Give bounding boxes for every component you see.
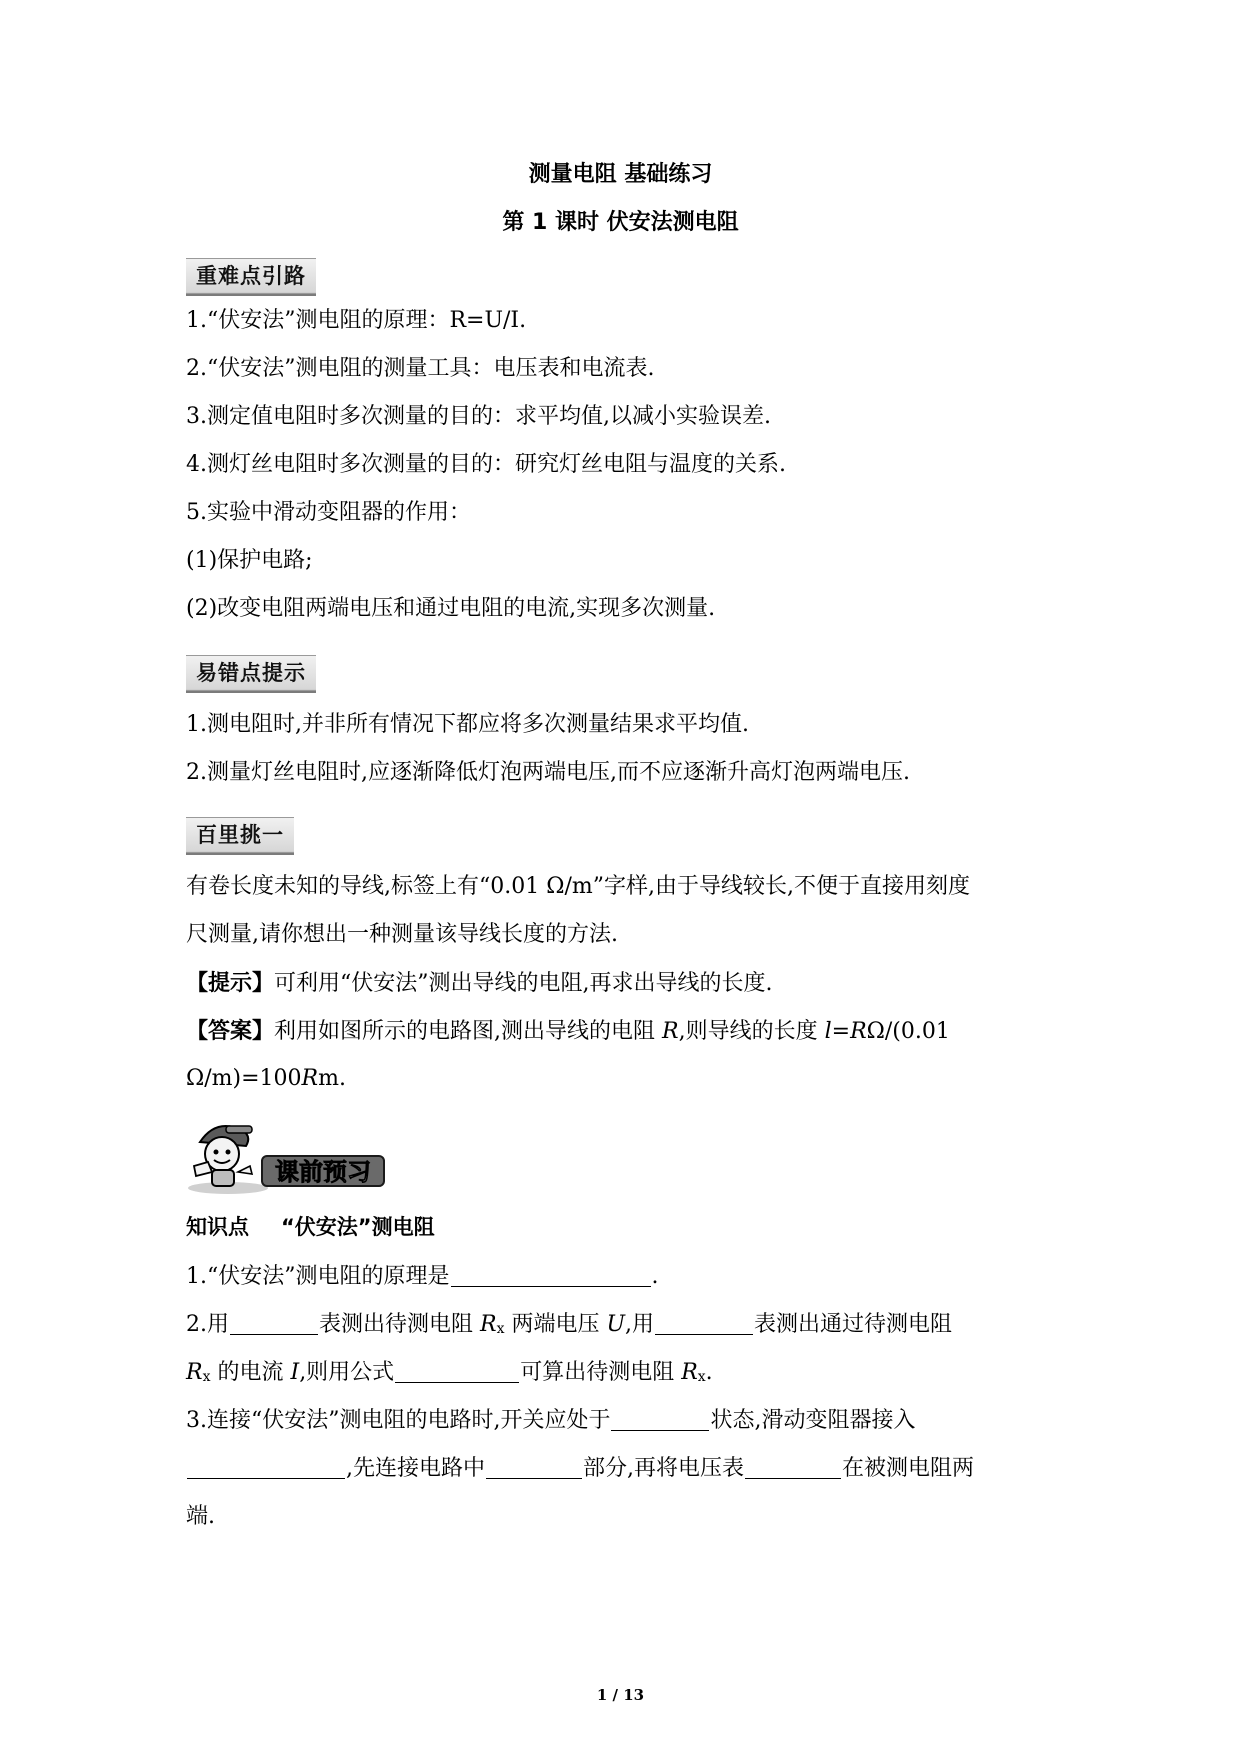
knowledge-title: “伏安法”测电阻 bbox=[281, 1215, 435, 1239]
question-text: 两端电压 bbox=[504, 1312, 607, 1337]
answer-blank[interactable] bbox=[230, 1312, 318, 1335]
mascot-icon bbox=[188, 1126, 268, 1194]
answer-blank[interactable] bbox=[655, 1312, 753, 1335]
question-text: 表测出待测电阻 bbox=[319, 1312, 480, 1337]
answer-blank[interactable] bbox=[745, 1456, 841, 1479]
var-R: R bbox=[662, 1019, 679, 1044]
question-text: 部分,再将电压表 bbox=[583, 1456, 744, 1481]
page-number: 1 / 13 bbox=[596, 1686, 645, 1704]
preview-banner bbox=[186, 1116, 386, 1198]
preview-question-3-line2 bbox=[186, 1454, 1066, 1484]
var-R: R bbox=[681, 1360, 698, 1385]
error-tip-1: 1.测电阻时,并非所有情况下都应将多次测量结果求平均值. bbox=[186, 712, 749, 737]
key-point-5-1: (1)保护电路; bbox=[186, 548, 313, 573]
question-text: . bbox=[705, 1360, 713, 1385]
question-text: 表测出通过待测电阻 bbox=[754, 1312, 953, 1337]
sub-title: 第 1 课时 伏安法测电阻 bbox=[502, 210, 739, 235]
answer-blank[interactable] bbox=[395, 1360, 519, 1383]
key-point-5: 5.实验中滑动变阻器的作用： bbox=[186, 500, 471, 525]
question-text: 3.连接“伏安法”测电阻的电路时,开关应处于 bbox=[186, 1408, 611, 1433]
var-U: U bbox=[606, 1312, 626, 1337]
question-text: 2.用 bbox=[186, 1312, 229, 1337]
question-text: 的电流 bbox=[210, 1360, 291, 1385]
key-point-2: 2.“伏安法”测电阻的测量工具：电压表和电流表. bbox=[186, 356, 655, 381]
var-R: R bbox=[186, 1360, 203, 1385]
question-text: 可算出待测电阻 bbox=[520, 1360, 682, 1385]
question-text: ,则用公式 bbox=[299, 1360, 395, 1385]
section-heading-error-tips: 易错点提示 bbox=[186, 655, 316, 691]
question-text: . bbox=[651, 1264, 659, 1289]
answer-label: 【答案】 bbox=[186, 1018, 275, 1044]
answer-text: 利用如图所示的电路图,测出导线的电阻 bbox=[274, 1019, 663, 1044]
answer-blank[interactable] bbox=[486, 1456, 582, 1479]
answer-text: Ω/m)=100 bbox=[186, 1066, 302, 1091]
answer-blank[interactable] bbox=[611, 1408, 709, 1431]
subscript-x: x bbox=[202, 1369, 211, 1385]
question-text: ,先连接电路中 bbox=[346, 1456, 485, 1481]
error-tip-2: 2.测量灯丝电阻时,应逐渐降低灯泡两端电压,而不应逐渐升高灯泡两端电压. bbox=[186, 760, 910, 785]
answer-text: ,则导线的长度 bbox=[678, 1019, 825, 1044]
subscript-x: x bbox=[496, 1321, 505, 1337]
preview-question-1 bbox=[186, 1262, 1066, 1292]
question-text: 1.“伏安法”测电阻的原理是 bbox=[186, 1264, 450, 1289]
answer-text: Ω/(0.01 bbox=[866, 1019, 950, 1044]
challenge-answer-line2 bbox=[186, 1064, 1066, 1094]
var-R: R bbox=[301, 1066, 319, 1091]
question-text: 在被测电阻两 bbox=[842, 1456, 975, 1481]
answer-text: m. bbox=[318, 1066, 346, 1091]
var-R: R bbox=[480, 1312, 497, 1337]
challenge-question-line1: 有卷长度未知的导线,标签上有“0.01 Ω/m”字样,由于导线较长,不便于直接用刻度 bbox=[186, 874, 970, 899]
answer-blank[interactable] bbox=[451, 1264, 651, 1287]
var-R: R bbox=[850, 1019, 867, 1044]
key-point-1: 1.“伏安法”测电阻的原理：R=U/I. bbox=[186, 308, 527, 333]
question-text: 状态,滑动变阻器接入 bbox=[710, 1408, 916, 1433]
knowledge-label: 知识点 bbox=[186, 1215, 249, 1239]
preview-question-3-line3: 端. bbox=[186, 1504, 215, 1529]
var-I: I bbox=[290, 1360, 300, 1385]
var-l: l bbox=[824, 1019, 832, 1044]
knowledge-point-heading bbox=[186, 1212, 1066, 1242]
key-point-3: 3.测定值电阻时多次测量的目的：求平均值,以减小实验误差. bbox=[186, 404, 771, 429]
question-text: ,用 bbox=[625, 1312, 655, 1337]
preview-question-3 bbox=[186, 1406, 1066, 1436]
subscript-x: x bbox=[697, 1369, 706, 1385]
key-point-4: 4.测灯丝电阻时多次测量的目的：研究灯丝电阻与温度的关系. bbox=[186, 452, 786, 477]
key-point-5-2: (2)改变电阻两端电压和通过电阻的电流,实现多次测量. bbox=[186, 596, 716, 621]
answer-blank[interactable] bbox=[187, 1456, 345, 1479]
challenge-hint bbox=[186, 968, 1066, 999]
preview-question-2-line2 bbox=[186, 1358, 1066, 1392]
hint-text: 可利用“伏安法”测出导线的电阻,再求出导线的长度. bbox=[274, 971, 773, 996]
section-heading-challenge: 百里挑一 bbox=[186, 817, 294, 853]
answer-text: = bbox=[831, 1019, 851, 1044]
preview-banner-text: 课前预习 bbox=[275, 1158, 371, 1186]
section-heading-key-points: 重难点引路 bbox=[186, 258, 316, 294]
challenge-answer-line1 bbox=[186, 1016, 1066, 1047]
preview-question-2 bbox=[186, 1310, 1066, 1344]
main-title: 测量电阻 基础练习 bbox=[528, 162, 713, 187]
challenge-question-line2: 尺测量,请你想出一种测量该导线长度的方法. bbox=[186, 922, 618, 947]
hint-label: 【提示】 bbox=[186, 970, 275, 996]
